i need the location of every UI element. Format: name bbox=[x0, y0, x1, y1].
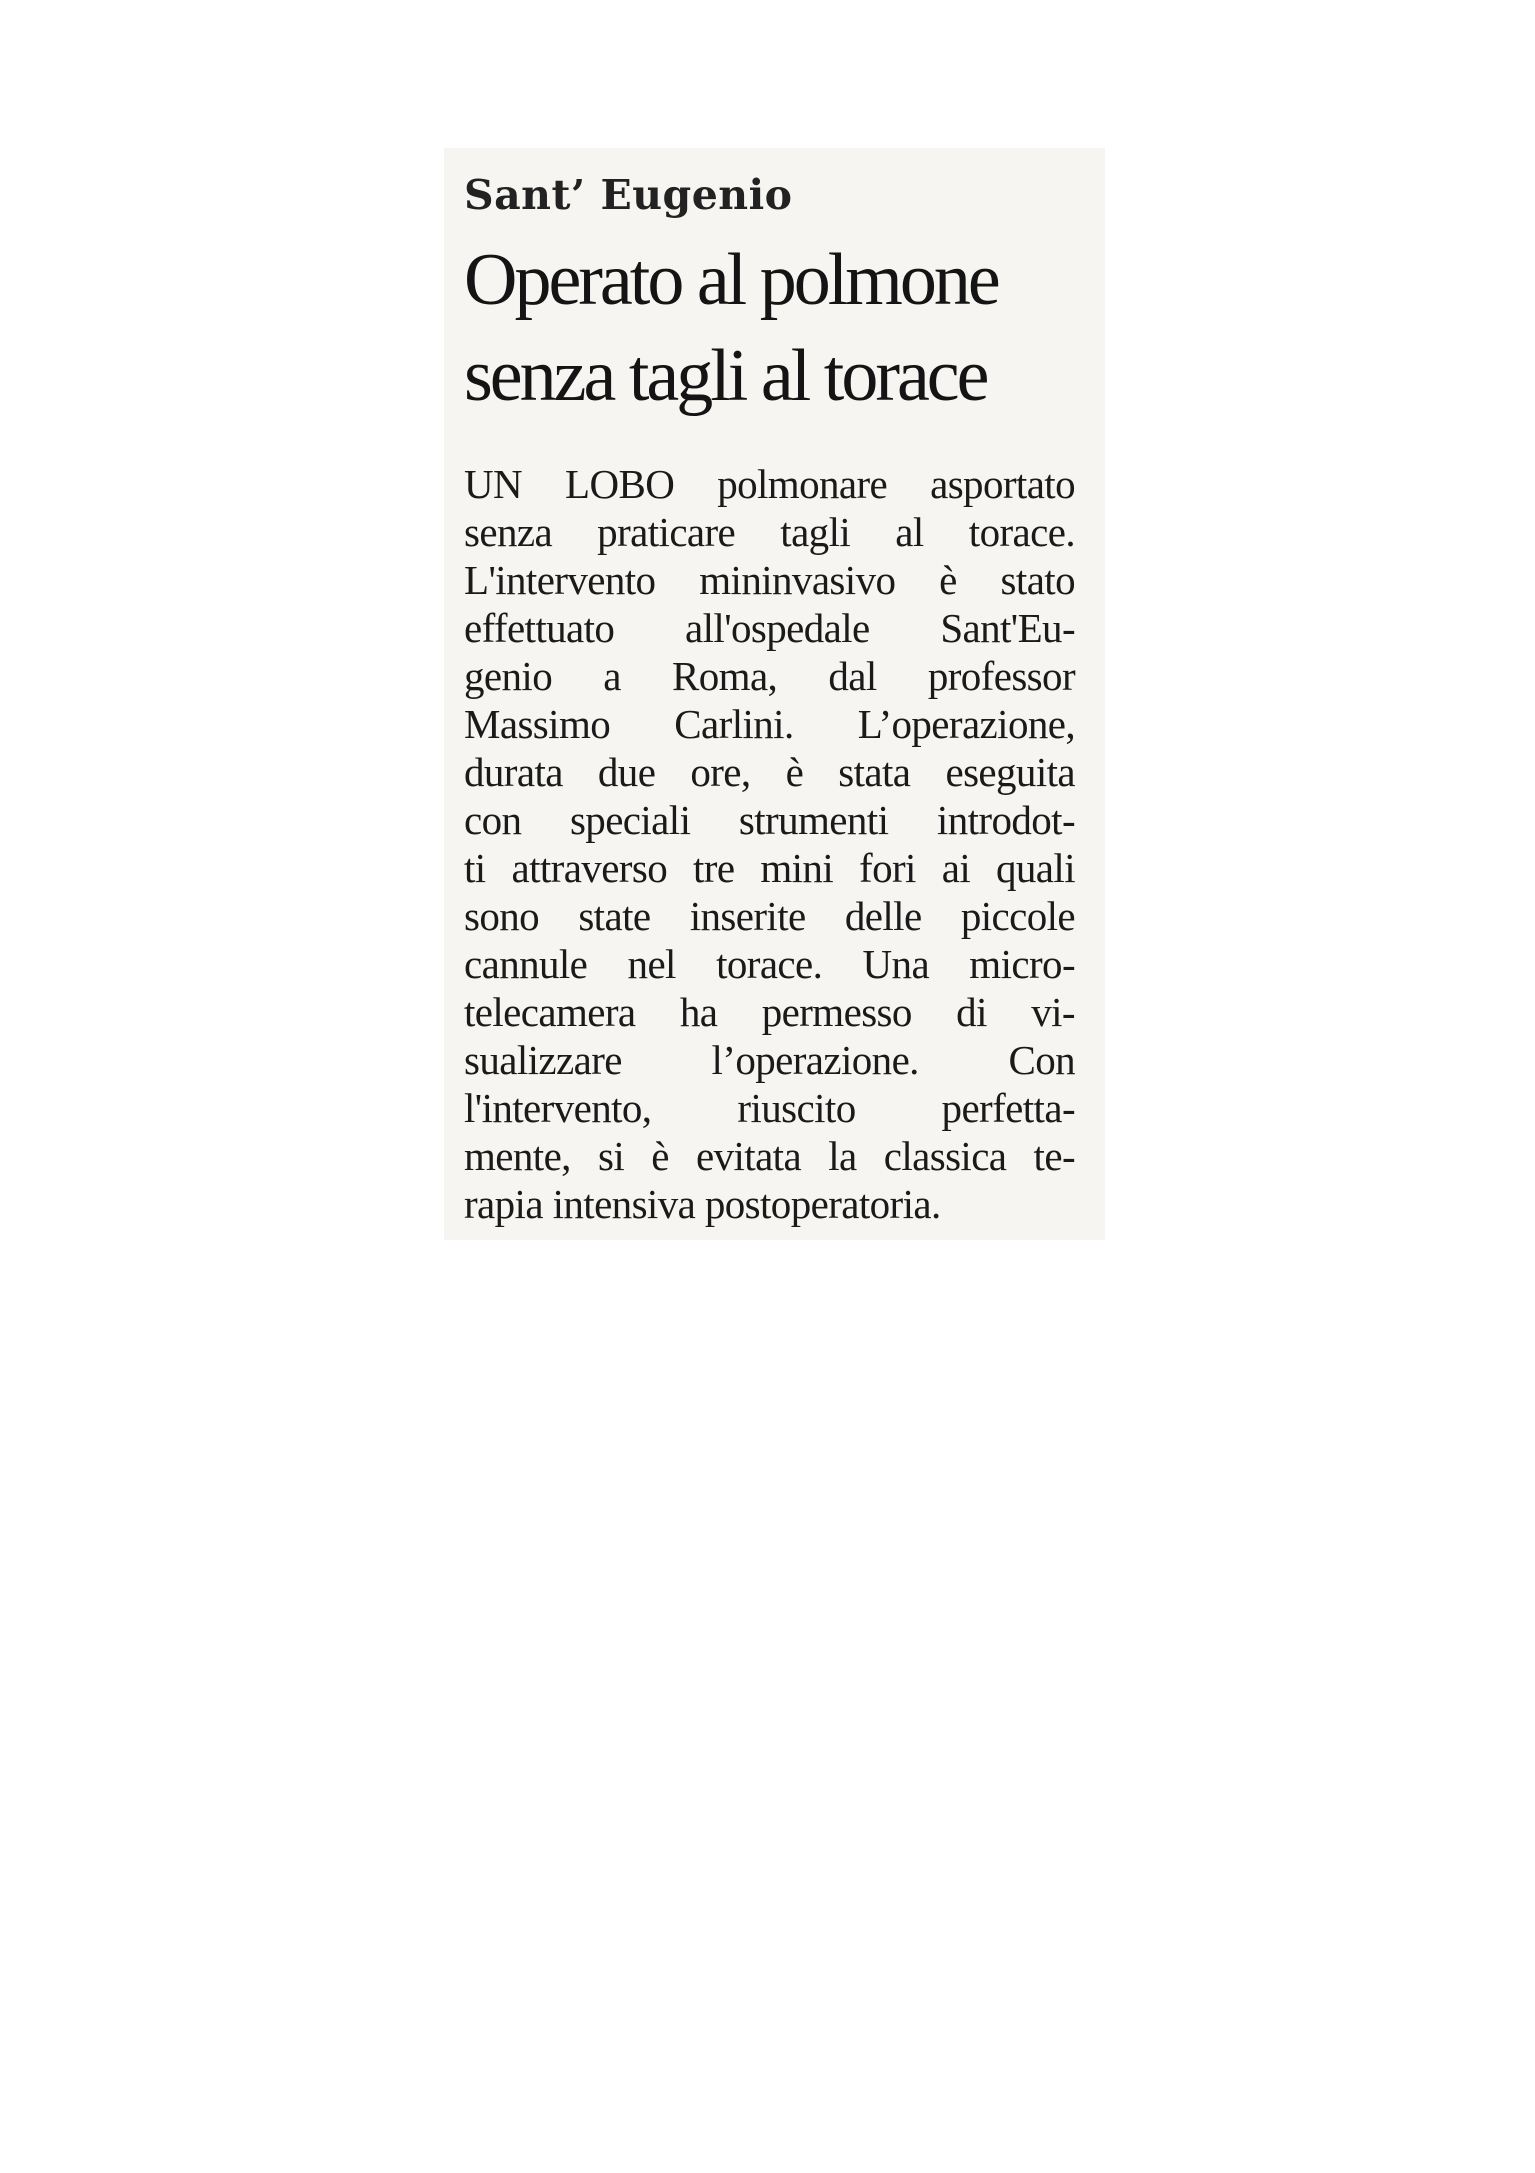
body-line: l'intervento, riuscito perfetta- bbox=[464, 1085, 1075, 1131]
body-line: cannule nel torace. Una micro- bbox=[464, 941, 1075, 987]
section-kicker: Sant’ Eugenio bbox=[464, 171, 793, 219]
newspaper-clipping bbox=[444, 148, 1105, 1240]
body-line: UN LOBO polmonare asportato bbox=[464, 461, 1075, 507]
body-line: genio a Roma, dal professor bbox=[464, 653, 1075, 699]
body-line: effettuato all'ospedale Sant'Eu- bbox=[464, 605, 1075, 651]
body-line: ti attraverso tre mini fori ai quali bbox=[464, 845, 1075, 891]
body-line: sualizzare l’operazione. Con bbox=[464, 1037, 1075, 1083]
headline-line: senza tagli al torace bbox=[464, 335, 987, 417]
article-headline bbox=[464, 232, 1075, 424]
article-body bbox=[464, 460, 1075, 1228]
body-line: rapia intensiva postoperatoria. bbox=[464, 1181, 941, 1227]
body-line: telecamera ha permesso di vi- bbox=[464, 989, 1075, 1035]
body-line: mente, si è evitata la classica te- bbox=[464, 1133, 1075, 1179]
body-line: con speciali strumenti introdot- bbox=[464, 797, 1075, 843]
body-line: sono state inserite delle piccole bbox=[464, 893, 1075, 939]
headline-line: Operato al polmone bbox=[464, 239, 998, 321]
body-line: Massimo Carlini. L’operazione, bbox=[464, 701, 1075, 747]
body-line: durata due ore, è stata eseguita bbox=[464, 749, 1075, 795]
body-line: senza praticare tagli al torace. bbox=[464, 509, 1075, 555]
body-line: L'intervento mininvasivo è stato bbox=[464, 557, 1075, 603]
